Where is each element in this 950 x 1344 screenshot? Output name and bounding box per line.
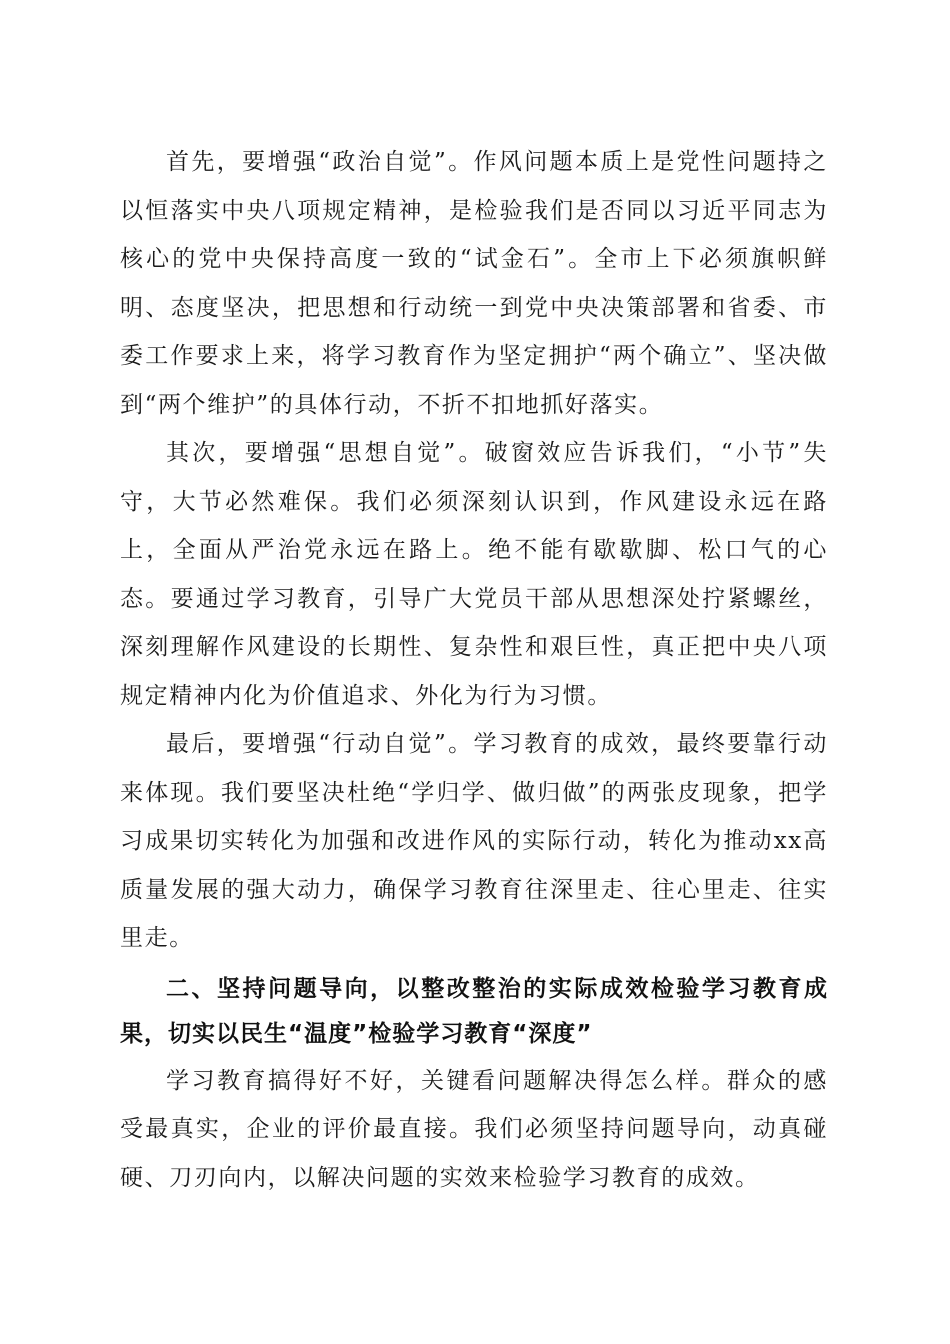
paragraph-action-awareness: 最后，要增强“行动自觉”。学习教育的成效，最终要靠行动来体现。我们要坚决杜绝“学归学、做归做”的两张皮现象，把学习成果切实转化为加强和改进作风的实际行动，转化为推动xx高质量发展的强大动力，确保学习教育往深里走、往心里走、往实里走。 <box>120 731 828 951</box>
section-heading: 二、坚持问题导向，以整改整治的实际成效检验学习教育成果，切实以民生“温度”检验学习教育“深度” <box>120 975 828 1047</box>
paragraph-problem-orientation: 学习教育搞得好不好，关键看问题解决得怎么样。群众的感受最真实，企业的评价最直接。我们必须坚持问题导向，动真碰硬、刀刃向内，以解决问题的实效来检验学习教育的成效。 <box>120 1067 828 1191</box>
paragraph-ideological-awareness: 其次，要增强“思想自觉”。破窗效应告诉我们，“小节”失守，大节必然难保。我们必须深刻认识到，作风建设永远在路上，全面从严治党永远在路上。绝不能有歇歇脚、松口气的心态。要通过学习教育，引导广大党员干部从思想深处拧紧螺丝，深刻理解作风建设的长期性、复杂性和艰巨性，真正把中央八项规定精神内化为价值追求、外化为行为习惯。 <box>120 440 828 709</box>
document-body <box>120 138 828 1202</box>
paragraph-political-awareness: 首先，要增强“政治自觉”。作风问题本质上是党性问题持之以恒落实中央八项规定精神，是检验我们是否同以习近平同志为核心的党中央保持高度一致的“试金石”。全市上下必须旗帜鲜明、态度坚决，把思想和行动统一到党中央决策部署和省委、市委工作要求上来，将学习教育作为坚定拥护“两个确立”、坚决做到“两个维护”的具体行动，不折不扣地抓好落实。 <box>120 149 828 418</box>
